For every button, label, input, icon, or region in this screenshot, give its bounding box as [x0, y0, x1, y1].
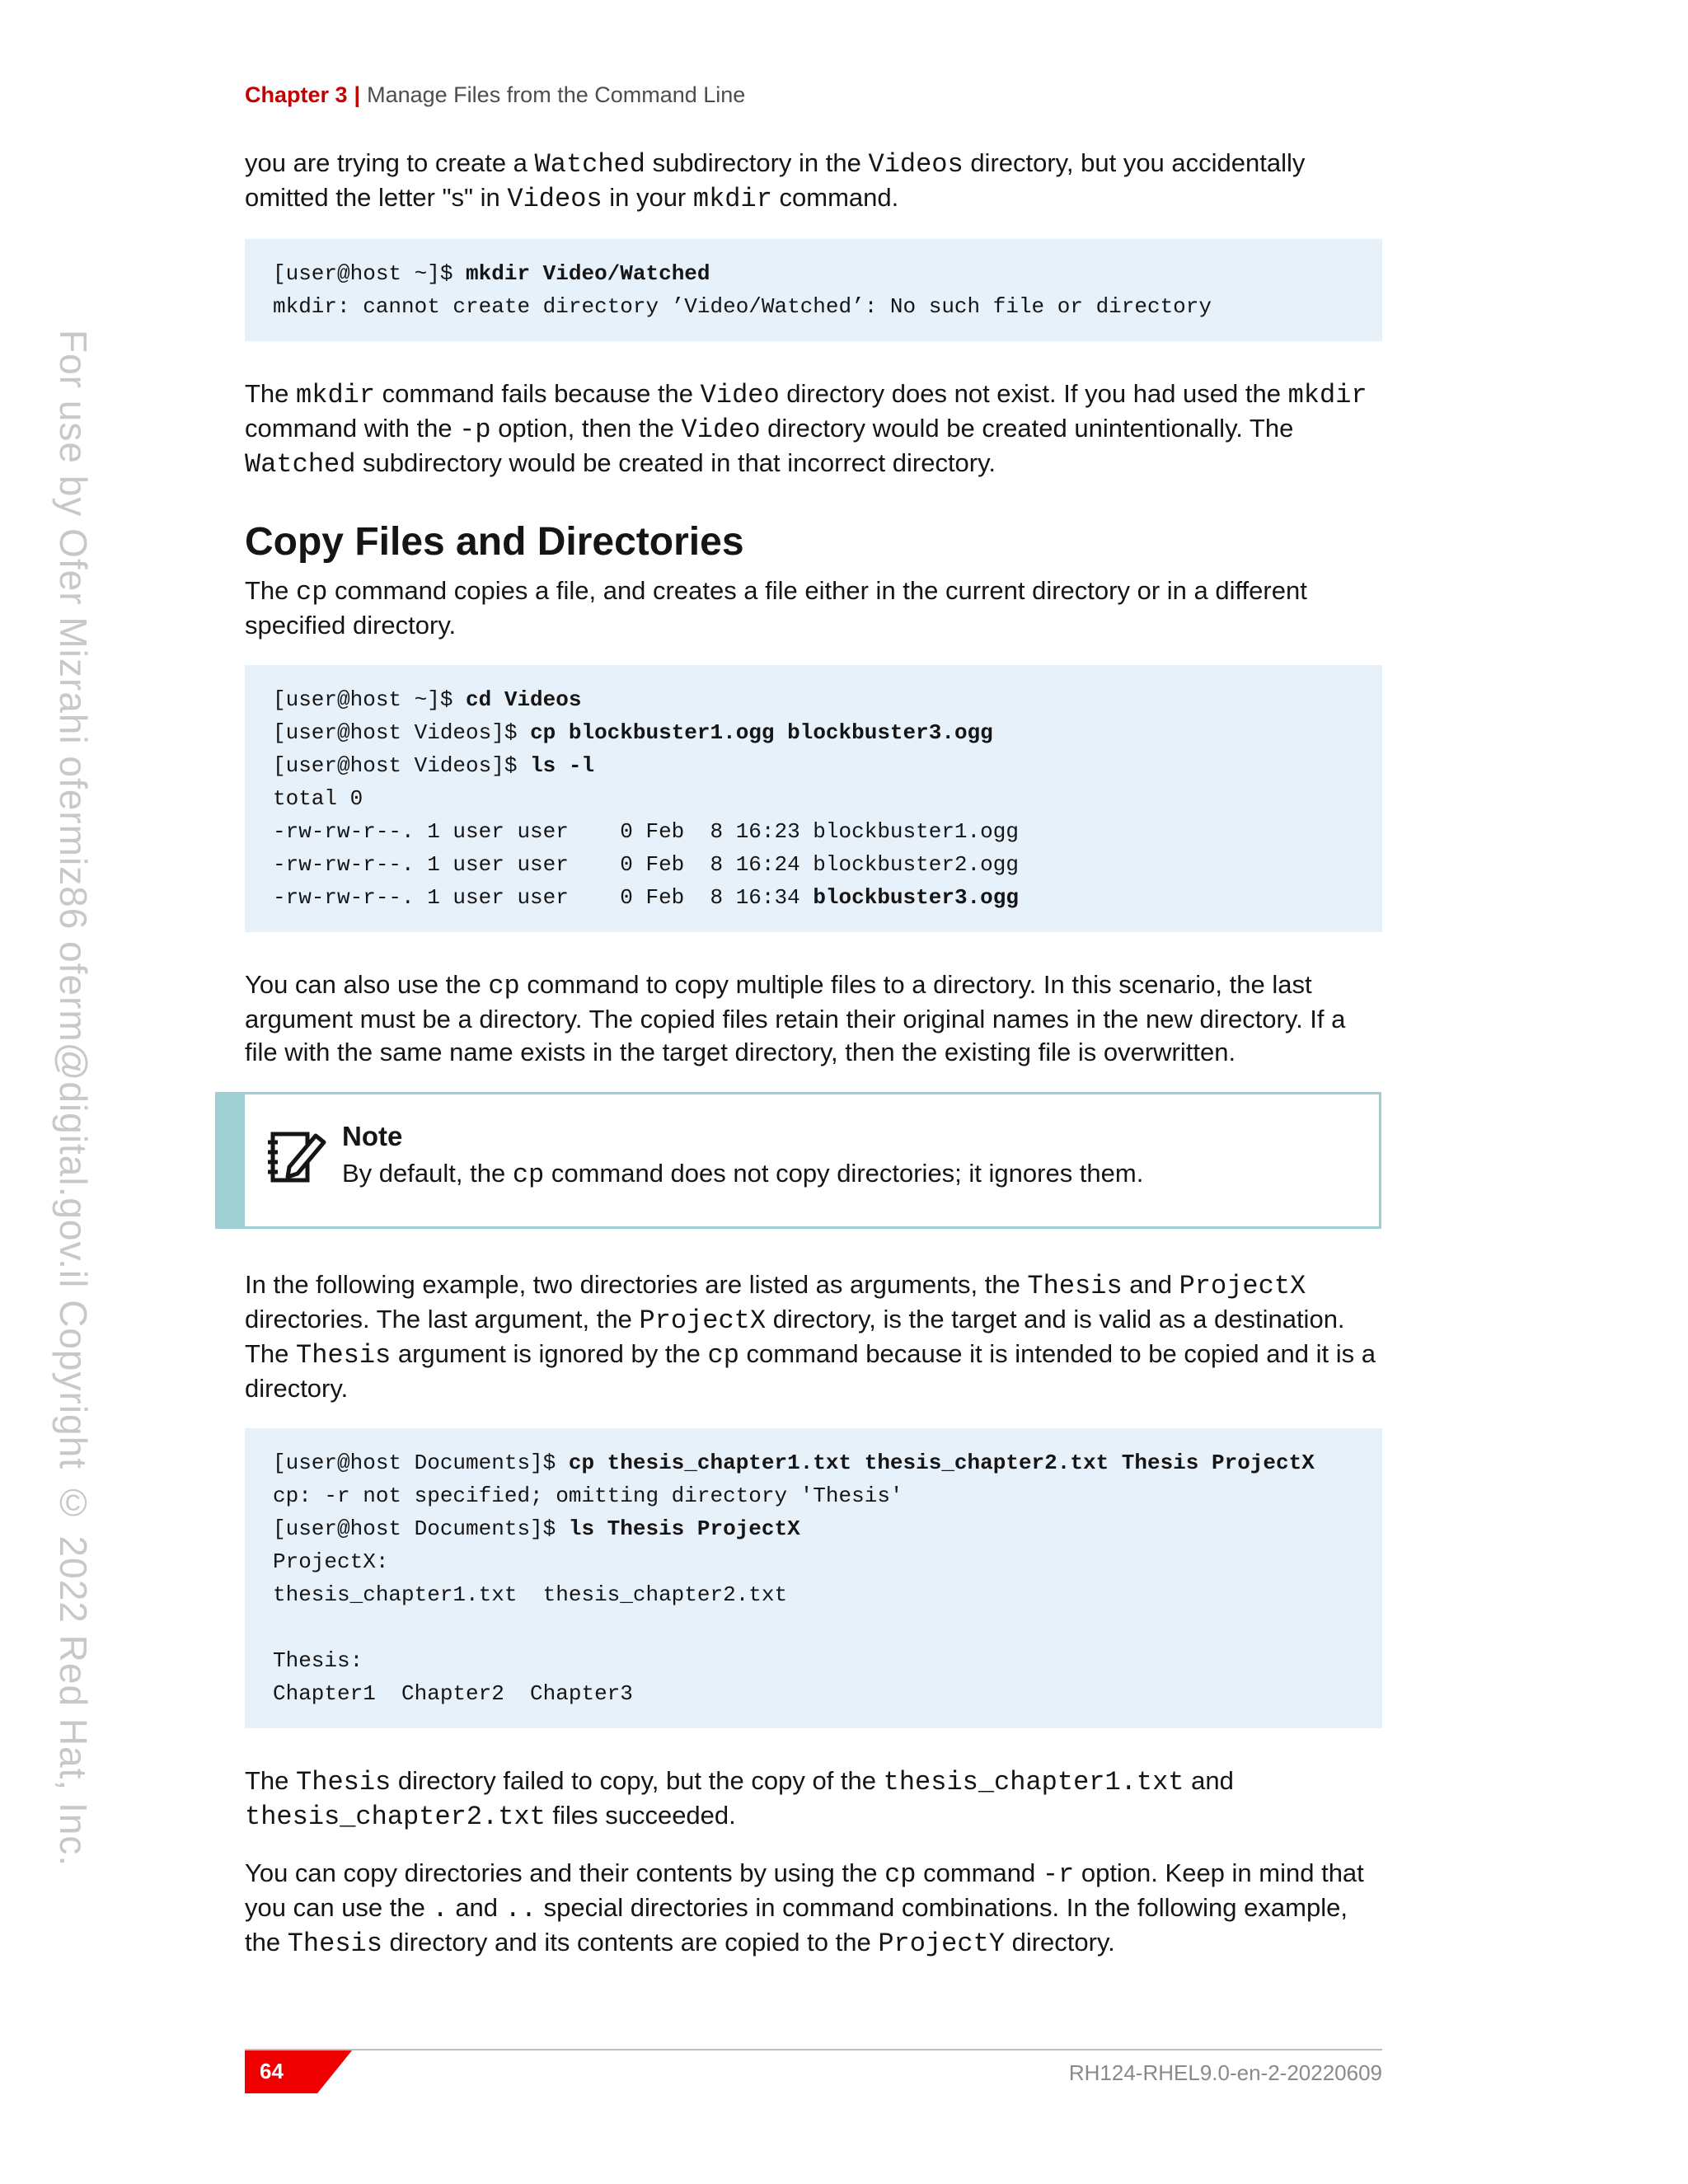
note-pencil-icon: [265, 1124, 331, 1190]
page-number: 64: [260, 2059, 284, 2083]
section-heading: Copy Files and Directories: [245, 520, 744, 564]
paragraph: You can copy directories and their contents by using the cp command -r option. Keep in mind that you can use the . and .. special directories in command combinations. In the following example, the Thesis directory and its contents are copied to the ProjectY directory.: [245, 1858, 1364, 1959]
paragraph: In the following example, two directories are listed as arguments, the Thesis and ProjectX directories. The last argument, the ProjectX directory, is the target and is valid as a destination. The Thesis argument is ignored by the cp command because it is intended to be copied and it is a directory.: [245, 1270, 1376, 1403]
document-id: RH124-RHEL9.0-en-2-20220609: [1068, 2060, 1382, 2085]
note-text: By default, the cp command does not copy directories; it ignores them.: [342, 1159, 1144, 1190]
code-block: [user@host ~]$ mkdir Video/Watched mkdir: cannot create directory ’Video/Watched’: No such file or directory: [245, 239, 1382, 341]
paragraph: The cp command copies a file, and creates a file either in the current directory or in a different specified directory.: [245, 576, 1307, 640]
note-title: Note: [342, 1121, 403, 1151]
copyright-watermark: For use by Ofer Mizrahi ofermiz86 oferm@digital.gov.il Copyright © 2022 Red Hat, Inc.: [52, 330, 95, 1868]
chapter-label: Chapter 3: [245, 82, 348, 107]
paragraph: You can also use the cp command to copy multiple files to a directory. In this scenario, the last argument must be a directory. The copied files retain their original names in the new directory. If a file with the same name exists in the target directory, then the existing file is overwritten.: [245, 970, 1346, 1066]
paragraph: The mkdir command fails because the Video directory does not exist. If you had used the mkdir command with the -p option, then the Video directory would be created unintentionally. The Watched subdirectory would be created in that incorrect directory.: [245, 379, 1367, 480]
footer-rule: [245, 2049, 1382, 2050]
paragraph: you are trying to create a Watched subdirectory in the Videos directory, but you accidentally omitted the letter "s" in Videos in your mkdir command.: [245, 148, 1306, 214]
running-header: [245, 82, 745, 108]
note-admonition: [215, 1092, 1381, 1229]
code-block: [user@host Documents]$ cp thesis_chapter1.txt thesis_chapter2.txt Thesis ProjectX cp: -r not specified; omitting directory 'Thesis' [user@host Documents]$ ls Thesis ProjectX ProjectX: thesis_chapter1.txt thesis_chapter2.txt Thesis: Chapter1 Chapter2 Chapter3: [245, 1428, 1382, 1728]
header-separator: |: [354, 82, 361, 107]
paragraph: The Thesis directory failed to copy, but the copy of the thesis_chapter1.txt and thesis_chapter2.txt files succeeded.: [245, 1766, 1234, 1832]
chapter-title: Manage Files from the Command Line: [367, 82, 746, 107]
code-block: [user@host ~]$ cd Videos [user@host Videos]$ cp blockbuster1.ogg blockbuster3.ogg [user@host Videos]$ ls -l total 0 -rw-rw-r--. 1 user user 0 Feb 8 16:23 blockbuster1.ogg -rw-rw-r--. 1 user user 0 Feb 8 16:24 blockbuster2.ogg -rw-rw-r--. 1 user user 0 Feb 8 16:34 blockbuster3.ogg: [245, 665, 1382, 932]
page-content: [245, 147, 1382, 1984]
